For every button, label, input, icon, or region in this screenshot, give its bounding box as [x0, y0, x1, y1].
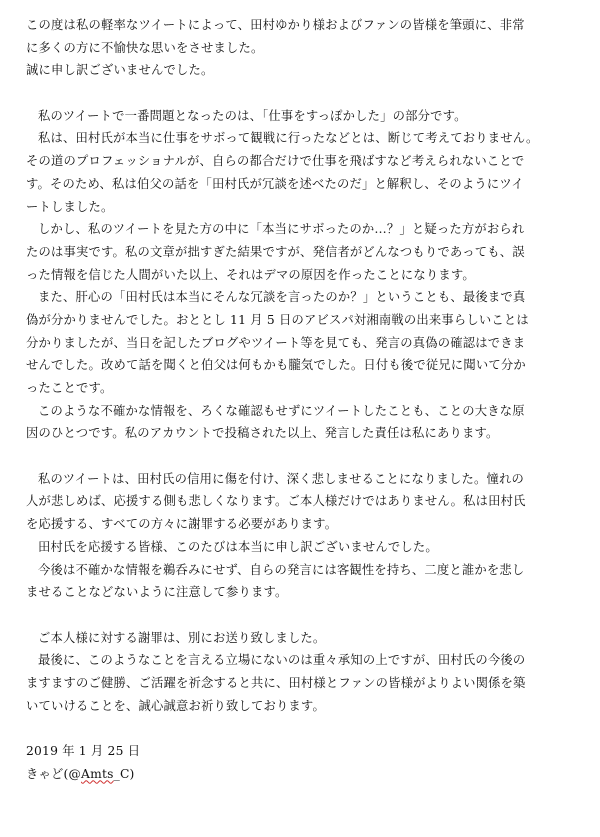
text-line: 今後は不確かな情報を鵜呑みにせず、自らの発言には客観性を持ち、二度と誰かを悲し: [38, 562, 525, 577]
text-line: しかし、私のツイートを見た方の中に「本当にサボったのか…？」と疑った方がおられ: [38, 222, 525, 237]
text-line: せんでした。改めて話を聞くと伯父は何もかも朧気でした。日付も後で従兄に聞いて分か: [26, 358, 526, 373]
text-line: 最後に、このようなことを言える立場にないのは重々承知の上ですが、田村氏の今後の: [38, 653, 526, 668]
text-line: このような不確かな情報を、ろくな確認もせずにツイートしたことも、ことの大きな原: [38, 403, 525, 418]
paragraph-gap: [26, 717, 584, 740]
text-line: ったことです。: [26, 381, 113, 395]
signature-date: 2019 年 1 月 25 日: [26, 744, 141, 758]
text-line: 誠に申し訳ございませんでした。: [26, 63, 214, 78]
text-line: この度は私の軽率なツイートによって、田村ゆかり様およびファンの皆様を筆頭に、非常: [26, 18, 525, 32]
text-line: 私のツイートで一番問題となったのは、「仕事をすっぽかした」の部分です。: [38, 108, 467, 123]
signature-block: [26, 740, 584, 785]
text-line: ートしました。: [26, 199, 114, 214]
text-line: ますますのご健勝、ご活躍を祈念すると共に、田村様とファンの皆様がよりよい関係を築: [26, 675, 526, 690]
paragraph-closing: [26, 627, 584, 718]
paragraph-gap: [26, 604, 584, 627]
paragraph-apology: [26, 468, 584, 604]
text-line: 分かりましたが、当日を記したブログやツイート等を見ても、発言の真偽の確認はできま: [26, 335, 526, 350]
text-line: いていけることを、誠心誠意お祈り致しております。: [26, 698, 325, 713]
signature-handle: Amts: [81, 766, 114, 781]
text-line: ご本人様に対する謝罪は、別にお送り致しました。: [38, 630, 326, 645]
text-line: 人が悲しめば、応援する側も悲しくなります。ご本人様だけではありません。私は田村氏: [26, 494, 526, 509]
text-line: 私のツイートは、田村氏の信用に傷を付け、深く悲しませることになりました。憧れの: [38, 471, 525, 486]
paragraph-explanation: [26, 105, 584, 445]
paragraph-gap: [26, 445, 584, 468]
text-line: に多くの方に不愉快な思いをさせました。: [26, 40, 264, 55]
text-line: 私は、田村氏が本当に仕事をサボって観戦に行ったなどとは、断じて考えておりません。: [38, 131, 539, 146]
paragraph-gap: [26, 82, 584, 105]
text-line: また、肝心の「田村氏は本当にそんな冗談を言ったのか？」ということも、最後まで真: [38, 290, 526, 305]
text-line: たのは事実です。私の文章が拙すぎた結果ですが、発信者がどんなつもりであっても、誤: [26, 244, 525, 259]
signature-handle-suffix: _C): [113, 766, 135, 781]
text-line: 因のひとつです。私のアカウントで投稿された以上、発言した責任は私にあります。: [26, 426, 499, 441]
paragraph-opening: [26, 14, 584, 82]
text-line: 偽が分かりませんでした。おととし 11 月 5 日のアビスパ対湘南戦の出来事らしいことは: [26, 312, 529, 327]
text-line: ませることなどないように注意して参ります。: [26, 585, 288, 600]
text-line: を応援する、すべての方々に謝罪する必要があります。: [26, 517, 338, 532]
apology-letter: [26, 14, 584, 785]
text-line: す。そのため、私は伯父の話を「田村氏が冗談を述べたのだ」と解釈し、そのようにツイ: [26, 176, 524, 191]
signature-name-prefix: きゃど(@: [26, 766, 81, 781]
text-line: その道のプロフェッショナルが、自らの都合だけで仕事を飛ばすなど考えられないことで: [26, 154, 525, 169]
signature-name: [26, 763, 584, 786]
text-line: った情報を信じた人間がいた以上、それはデマの原因を作ったことになります。: [26, 267, 475, 282]
text-line: 田村氏を応援する皆様、このたびは本当に申し訳ございませんでした。: [38, 539, 438, 554]
